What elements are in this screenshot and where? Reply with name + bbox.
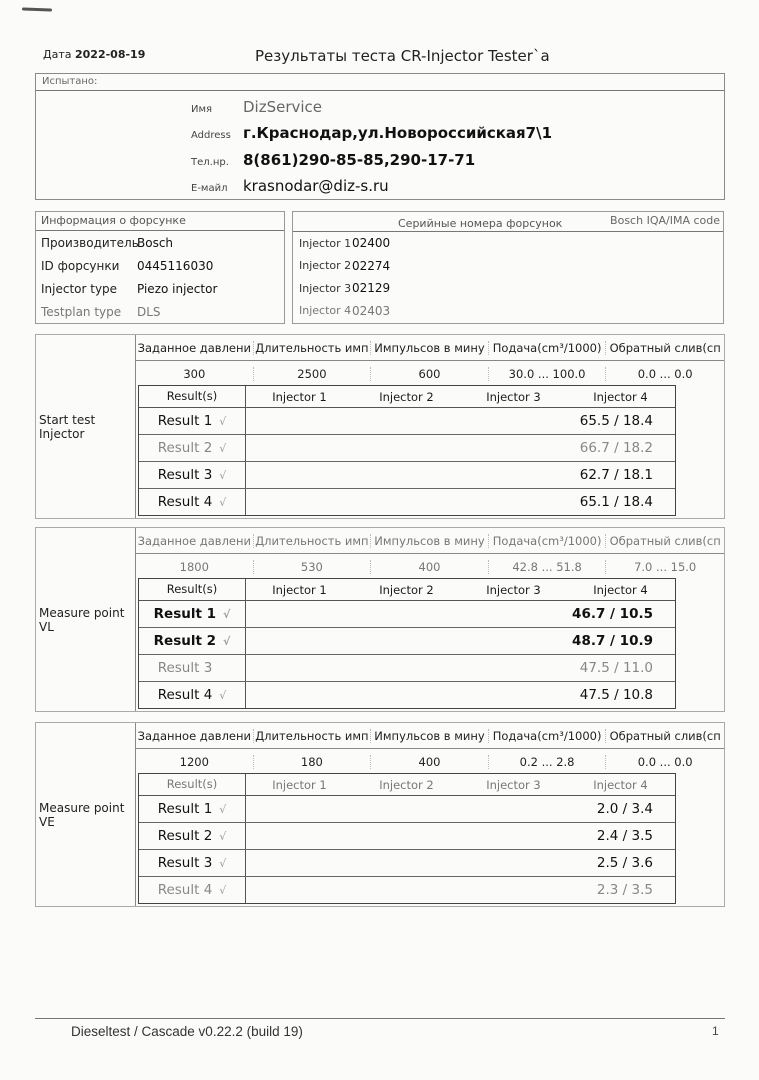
injector-id-value: 0445116030 <box>137 258 214 273</box>
params-header <box>136 723 724 749</box>
param-value: 600 <box>371 367 489 381</box>
results-col-header: Injector 2 <box>379 389 434 404</box>
params-values <box>136 749 724 774</box>
param-value: 1200 <box>136 755 254 769</box>
test-name: Measure point VL <box>39 605 125 634</box>
result-value: 48.7 / 10.9 <box>572 633 653 649</box>
tested-by-panel <box>35 73 725 200</box>
injector-type-value: Piezo injector <box>137 281 218 296</box>
param-value: 180 <box>254 755 372 769</box>
phone-value: 8(861)290-85-85,290-17-71 <box>243 151 476 169</box>
serial-value: 02129 <box>352 281 391 296</box>
param-header: Обратный слив(cп <box>609 340 721 355</box>
param-header: Длительность имп <box>254 729 372 743</box>
check-icon: √ <box>219 688 227 702</box>
results-col-header: Injector 4 <box>593 582 648 597</box>
param-header: Заданное давлени <box>136 341 254 355</box>
testplan-type-value: DLS <box>137 304 161 319</box>
iqa-code-heading: Bosch IQA/IMA code <box>610 214 720 227</box>
date-value: 2022-08-19 <box>74 48 146 61</box>
param-value: 42.8 ... 51.8 <box>489 560 607 574</box>
serial-label: Injector 4 <box>299 304 352 318</box>
results-col-header: Injector 3 <box>486 582 541 597</box>
results-col-header: Injector 1 <box>272 777 327 792</box>
address-label: Address <box>191 130 231 141</box>
serial-numbers-panel <box>292 211 724 324</box>
params-values <box>136 361 724 386</box>
check-icon: √ <box>219 856 227 870</box>
param-header: Длительность имп <box>254 534 372 548</box>
result-value: 62.7 / 18.1 <box>579 467 653 483</box>
serial-row <box>293 300 723 323</box>
result-label: Result 1 <box>153 606 217 622</box>
result-row <box>139 435 675 462</box>
test-params <box>136 335 724 386</box>
check-icon: √ <box>219 414 227 428</box>
manufacturer-label: Производитель <box>41 235 139 250</box>
results-header <box>139 386 675 408</box>
result-row <box>139 796 675 823</box>
result-label: Result 2 <box>157 828 213 844</box>
results-table <box>138 578 676 709</box>
manufacturer-value: Bosch <box>137 235 174 250</box>
serial-value: 02400 <box>352 236 391 251</box>
email-value: krasnodar@diz-s.ru <box>243 177 389 195</box>
injector-type-row <box>36 277 284 300</box>
result-row <box>139 408 675 435</box>
testplan-type-row <box>36 300 284 323</box>
injector-info-panel <box>35 211 285 324</box>
test-params <box>136 528 724 579</box>
result-value: 2.5 / 3.6 <box>596 855 653 871</box>
param-header: Импульсов в мину <box>371 534 489 548</box>
result-row <box>139 655 675 682</box>
result-value: 65.5 / 18.4 <box>579 413 653 429</box>
phone-field <box>36 151 475 169</box>
footer-divider <box>35 1018 725 1019</box>
results-col-header: Injector 3 <box>486 777 541 792</box>
serial-label: Injector 3 <box>299 281 352 295</box>
date-label: Дата <box>43 48 72 61</box>
report-date <box>43 48 145 61</box>
serial-value: 02403 <box>352 303 391 318</box>
check-icon: √ <box>219 441 227 455</box>
result-label: Result 3 <box>157 467 213 483</box>
result-label: Result 2 <box>153 633 217 649</box>
test-section-measure-ve <box>35 722 725 907</box>
param-header: Заданное давлени <box>136 534 254 548</box>
param-value: 7.0 ... 15.0 <box>634 559 697 574</box>
results-table <box>138 773 676 904</box>
param-value: 2500 <box>254 367 372 381</box>
results-table <box>138 385 676 516</box>
param-header: Подача(cm³/1000) <box>489 729 607 743</box>
param-header: Длительность имп <box>254 341 372 355</box>
param-header: Импульсов в мину <box>371 341 489 355</box>
result-label: Result 1 <box>157 413 213 429</box>
param-value: 300 <box>136 367 254 381</box>
result-label: Result 3 <box>157 660 213 676</box>
param-header: Импульсов в мину <box>371 729 489 743</box>
serial-value: 02274 <box>352 258 391 273</box>
result-row <box>139 489 675 515</box>
result-row <box>139 850 675 877</box>
email-field <box>36 177 389 195</box>
params-header <box>136 528 724 554</box>
check-icon: √ <box>219 468 227 482</box>
serial-label: Injector 1 <box>299 236 352 250</box>
test-name: Start test Injector <box>39 412 96 441</box>
phone-label: Тел.нр. <box>191 157 229 168</box>
name-label: Имя <box>191 104 213 115</box>
serials-heading-bar <box>293 212 723 232</box>
manufacturer-row <box>36 231 284 254</box>
test-params <box>136 723 724 774</box>
serials-heading: Серийные номера форсунок <box>398 217 563 230</box>
tested-by-heading: Испытано: <box>36 74 724 91</box>
result-row <box>139 601 675 628</box>
scan-mark <box>22 7 52 11</box>
test-name: Measure point VE <box>39 800 125 829</box>
check-icon: √ <box>219 883 227 897</box>
param-value: 0.0 ... 0.0 <box>637 754 693 769</box>
injector-id-label: ID форсунки <box>41 258 120 273</box>
result-value: 47.5 / 11.0 <box>579 660 653 676</box>
name-value: DizService <box>243 98 323 116</box>
testplan-type-label: Testplan type <box>41 304 122 319</box>
results-col-header: Injector 4 <box>593 777 648 792</box>
param-value: 1800 <box>136 560 254 574</box>
result-row <box>139 682 675 708</box>
check-icon: √ <box>219 802 227 816</box>
email-label: E-майл <box>191 183 228 194</box>
param-value: 0.0 ... 0.0 <box>637 366 693 381</box>
check-icon: √ <box>223 607 231 621</box>
param-value: 400 <box>371 755 489 769</box>
param-header: Обратный слив(cп <box>609 533 721 548</box>
param-value: 400 <box>371 560 489 574</box>
check-icon: √ <box>219 495 227 509</box>
results-col-header: Injector 1 <box>272 582 327 597</box>
result-value: 2.0 / 3.4 <box>596 801 653 817</box>
results-col-header: Injector 2 <box>379 582 434 597</box>
result-label: Result 4 <box>157 687 213 703</box>
serial-row <box>293 232 723 255</box>
name-field <box>36 98 322 116</box>
param-header: Обратный слив(cп <box>609 728 721 743</box>
serial-row <box>293 255 723 278</box>
address-value: г.Краснодар,ул.Новороссийская7\1 <box>243 124 553 142</box>
software-version: Dieseltest / Cascade v0.22.2 (build 19) <box>71 1024 303 1039</box>
result-value: 2.3 / 3.5 <box>596 882 653 898</box>
param-value: 0.2 ... 2.8 <box>489 755 607 769</box>
result-label: Result 4 <box>157 882 213 898</box>
result-value: 2.4 / 3.5 <box>596 828 653 844</box>
result-value: 46.7 / 10.5 <box>572 606 653 622</box>
param-value: 30.0 ... 100.0 <box>489 367 607 381</box>
check-icon: √ <box>219 829 227 843</box>
params-header <box>136 335 724 361</box>
result-label: Result 1 <box>157 801 213 817</box>
results-col-header: Injector 3 <box>486 389 541 404</box>
results-col-header: Result(s) <box>139 774 246 795</box>
result-value: 66.7 / 18.2 <box>579 440 653 456</box>
injector-type-label: Injector type <box>41 281 118 296</box>
injector-id-row <box>36 254 284 277</box>
param-value: 530 <box>254 560 372 574</box>
serial-row <box>293 277 723 300</box>
test-section-start-test <box>35 334 725 519</box>
check-icon: √ <box>223 634 231 648</box>
param-header: Подача(cm³/1000) <box>489 341 607 355</box>
results-col-header: Result(s) <box>139 579 246 600</box>
result-value: 47.5 / 10.8 <box>579 687 653 703</box>
injector-info-heading: Информация о форсунке <box>36 212 284 231</box>
result-row <box>139 462 675 489</box>
address-field <box>36 124 552 142</box>
results-header <box>139 579 675 601</box>
results-col-header: Injector 1 <box>272 389 327 404</box>
report-title: Результаты теста CR-Injector Tester`a <box>255 47 550 65</box>
results-col-header: Injector 4 <box>593 389 648 404</box>
param-header: Подача(cm³/1000) <box>489 534 607 548</box>
test-section-measure-vl <box>35 527 725 712</box>
results-col-header: Result(s) <box>139 386 246 407</box>
result-row <box>139 823 675 850</box>
param-header: Заданное давлени <box>136 729 254 743</box>
result-label: Result 4 <box>157 494 213 510</box>
result-row <box>139 628 675 655</box>
result-row <box>139 877 675 903</box>
result-label: Result 2 <box>157 440 213 456</box>
result-label: Result 3 <box>157 855 213 871</box>
params-values <box>136 554 724 579</box>
results-col-header: Injector 2 <box>379 777 434 792</box>
result-value: 65.1 / 18.4 <box>579 494 653 510</box>
page-number: 1 <box>712 1024 719 1038</box>
serial-label: Injector 2 <box>299 259 352 273</box>
results-header <box>139 774 675 796</box>
